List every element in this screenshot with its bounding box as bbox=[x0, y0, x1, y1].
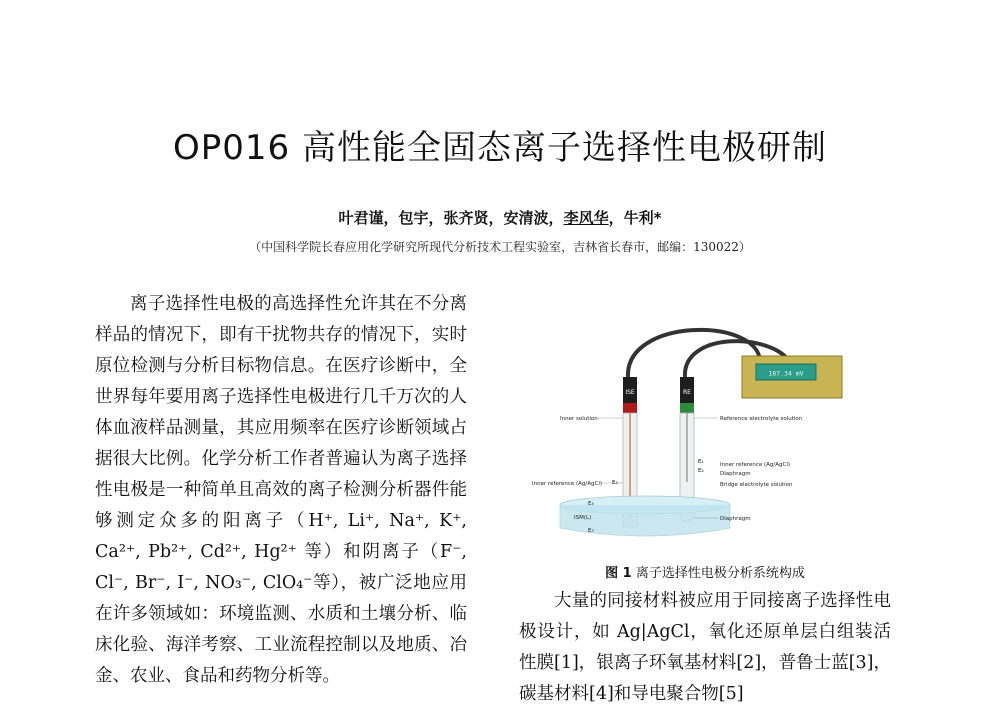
figure-1 bbox=[520, 322, 890, 540]
label-e3: E₃ bbox=[612, 480, 618, 486]
caption-label: 图 1 bbox=[605, 566, 632, 581]
label-e4: E₄ bbox=[588, 501, 594, 507]
ise-band bbox=[623, 403, 637, 413]
label-inner-reference-left: Inner reference (Ag/AgCl) bbox=[532, 481, 603, 487]
caption-text: 离子选择性电极分析系统构成 bbox=[631, 566, 805, 581]
label-inner-solution: Inner solution bbox=[560, 416, 598, 422]
label-diaphragm-top: Diaphragm bbox=[720, 471, 751, 477]
left-column bbox=[95, 289, 467, 692]
affiliation: （中国科学院长春应用化学研究所现代分析技术工程实验室，吉林省长春市，邮编：130022） bbox=[249, 240, 751, 254]
figure-caption bbox=[520, 562, 890, 581]
label-reference-electrolyte: Reference electrolyte solution bbox=[720, 416, 803, 422]
authors-part-1: 叶君谨，包宇，张齐贤，安清波， bbox=[338, 209, 564, 227]
authors-part-2: ，牛利* bbox=[608, 209, 662, 227]
paper-title: OP016 高性能全固态离子选择性电极研制 bbox=[173, 128, 827, 168]
electrode-system-diagram bbox=[520, 322, 890, 540]
label-e1: E₁ bbox=[698, 459, 704, 465]
label-e2: E₂ bbox=[698, 468, 704, 474]
label-bridge-electrolyte: Bridge electrolyte solution bbox=[720, 482, 793, 488]
right-paragraph: 大量的同接材料被应用于同接离子选择性电极设计，如 Ag|AgCl，氧化还原单层白组装活性膜[1]，银离子环氧基材料[2]，普鲁士蓝[3]，碳基材料[4]和导电聚合物[5] bbox=[519, 591, 891, 704]
label-inner-reference-right: Inner reference (Ag/AgCl) bbox=[720, 462, 791, 468]
re-label: RE bbox=[683, 389, 691, 396]
label-ism: ISM(L) bbox=[574, 515, 592, 521]
label-diaphragm-bottom: Diaphragm bbox=[720, 516, 751, 522]
corresponding-author: 李风华 bbox=[563, 209, 609, 227]
meter-reading: 187.34 mV bbox=[768, 369, 804, 378]
left-paragraph: 离子选择性电极的高选择性允许其在不分离样品的情况下，即有干扰物共存的情况下，实时原位检测与分析目标物信息。在医疗诊断中，全世界每年要用离子选择性电极进行几千万次的人体血液样品测量，其应用频率在医疗诊断领域占据很大比例。化学分析工作者普遍认为离子选择性电极是一种简单且高效的离子检测分析器件能够测定众多的阳离子（H⁺, Li⁺, Na⁺, K⁺, Ca²⁺, Pb²⁺, Cd²⁺, Hg²⁺ 等）和阴离子（F⁻, Cl⁻, Br⁻, I⁻, NO₃⁻, ClO₄⁻等），被广泛地应用在许多领域如：环境监测、水质和土壤分析、临床化验、海洋考察、工业流程控制以及地质、冶金、农业、食品和药物分析等。 bbox=[95, 294, 467, 686]
label-e5: E₅ bbox=[588, 528, 594, 534]
author-list bbox=[0, 207, 1000, 228]
ise-label: ISE bbox=[625, 389, 635, 396]
right-column bbox=[519, 586, 891, 710]
re-band bbox=[680, 403, 694, 413]
